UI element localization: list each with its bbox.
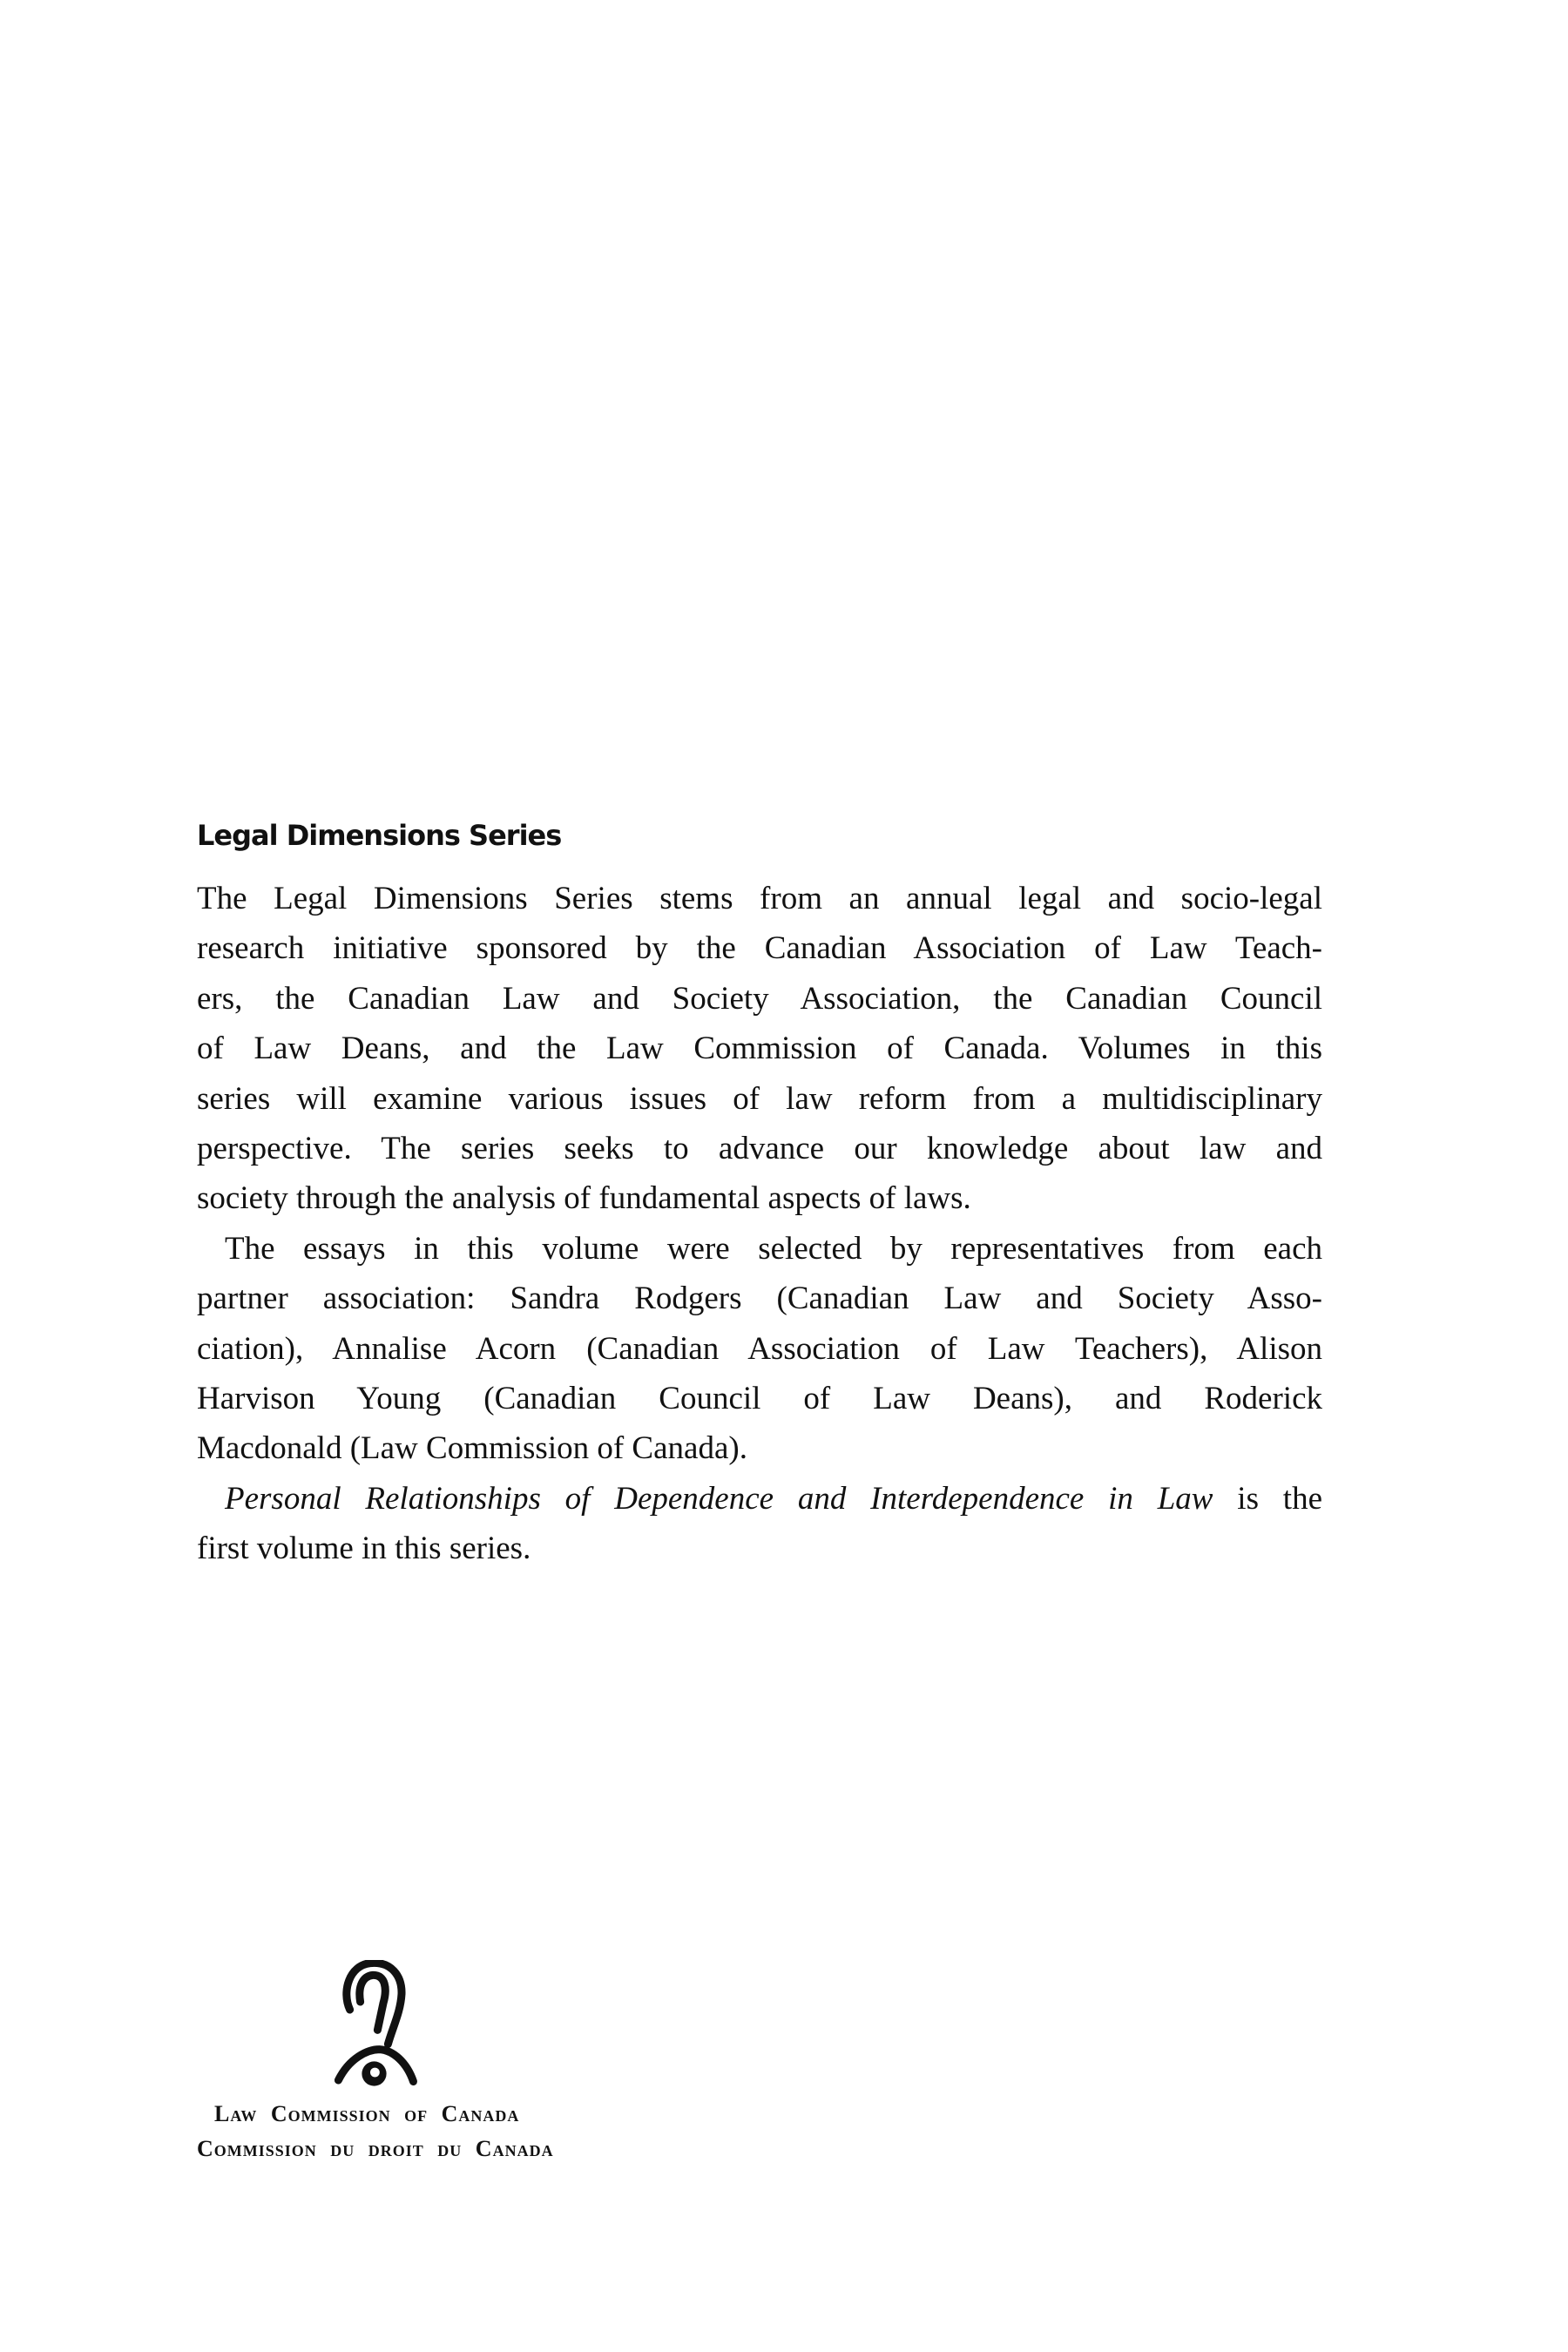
- org-name-french: Commission du droit du Canada: [197, 2136, 554, 2161]
- text-line: The Legal Dimensions Series stems from an annual legal and socio-legal: [197, 881, 1322, 916]
- text-line: [197, 1474, 1322, 1524]
- law-commission-logo-icon: [324, 1960, 427, 2091]
- text-line: first volume in this series.: [197, 1531, 531, 1567]
- org-name-english: Law Commission of Canada: [214, 2101, 520, 2126]
- series-description: [197, 874, 1322, 1573]
- text-line: Macdonald (Law Commission of Canada).: [197, 1430, 747, 1467]
- text-line: society through the analysis of fundamental aspects of laws.: [197, 1180, 971, 1217]
- text-line: research initiative sponsored by the Canadian Association of Law Teach-: [197, 930, 1322, 967]
- text-line: ciation), Annalise Acorn (Canadian Association of Law Teachers), Alison: [197, 1330, 1322, 1367]
- text-line: Harvison Young (Canadian Council of Law Deans), and Roderick: [197, 1380, 1322, 1416]
- text-line: The essays in this volume were selected by representatives from each: [225, 1230, 1322, 1267]
- series-heading: Legal Dimensions Series: [197, 819, 562, 852]
- text-fragment: is the: [1213, 1480, 1322, 1517]
- text-line: perspective. The series seeks to advance our knowledge about law and: [197, 1130, 1322, 1166]
- text-line: series will examine various issues of law reform from a multidisciplinary: [197, 1080, 1322, 1117]
- book-title: Personal Relationships of Dependence and Interdependence in Law: [225, 1480, 1213, 1517]
- text-line: ers, the Canadian Law and Society Association, the Canadian Council: [197, 980, 1322, 1017]
- text-line: partner association: Sandra Rodgers (Canadian Law and Society Asso-: [197, 1281, 1322, 1317]
- text-line: of Law Deans, and the Law Commission of Canada. Volumes in this: [197, 1031, 1322, 1067]
